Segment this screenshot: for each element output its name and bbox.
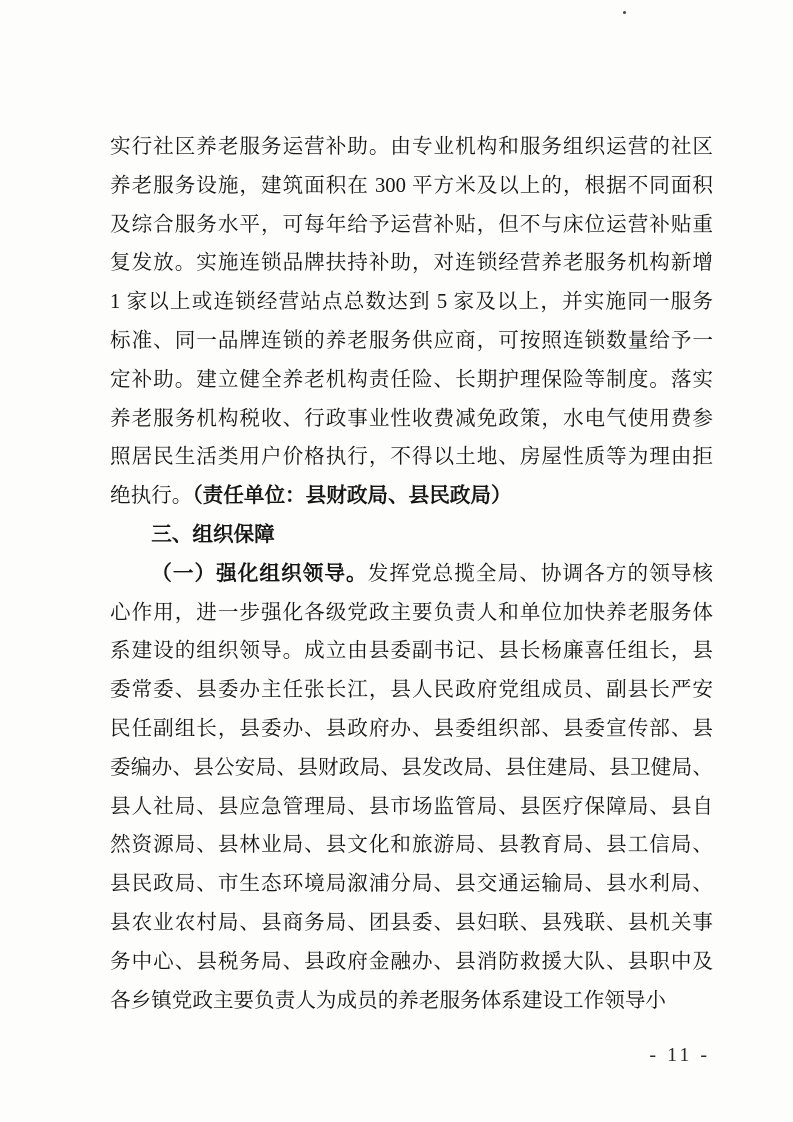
line-text: 民任副组长，县委办、县政府办、县委组织部、县委宣传部、县 (110, 717, 713, 740)
line-text-bold: 三、组织保障 (151, 523, 275, 546)
line-text: 系建设的组织领导。成立由县委副书记、县长杨廉喜任组长，县 (110, 640, 713, 663)
line-text: 各乡镇党政主要负责人为成员的养老服务体系建设工作领导小 (110, 989, 667, 1012)
text-line (110, 283, 713, 322)
line-text-bold: （责任单位：县财政局、县民政局） (192, 485, 512, 508)
line-text: 实行社区养老服务运营补助。由专业机构和服务组织运营的社区 (110, 136, 713, 158)
line-text: 委编办、县公安局、县财政局、县发改局、县住建局、县卫健局、 (110, 756, 713, 779)
section-heading (110, 516, 713, 555)
text-line (110, 128, 713, 167)
line-text: 然资源局、县林业局、县文化和旅游局、县教育局、县工信局、 (110, 834, 713, 857)
text-line (110, 438, 713, 477)
document-body (110, 128, 713, 1020)
line-text: 发挥党总揽全局、协调各方的领导核 (367, 562, 714, 585)
text-line-responsible-unit (110, 477, 713, 516)
line-text: 养老服务设施，建筑面积在 300 平方米及以上的，根据不同面积 (110, 174, 713, 197)
text-line (110, 710, 713, 749)
line-text: 标准、同一品牌连锁的养老服务供应商，可按照连锁数量给予一 (110, 329, 713, 352)
text-line (110, 322, 713, 361)
text-line (110, 982, 713, 1021)
text-line (110, 788, 713, 827)
line-text: 务中心、县税务局、县政府金融办、县消防救援大队、县职中及 (110, 950, 713, 973)
line-text: 心作用，进一步强化各级党政主要负责人和单位加快养老服务体 (110, 601, 713, 624)
text-line (110, 206, 713, 245)
page-number: - 11 - (649, 1044, 710, 1066)
text-line (110, 671, 713, 710)
line-text: 及综合服务水平，可每年给予运营补贴，但不与床位运营补贴重 (110, 213, 713, 236)
line-text: 县人社局、县应急管理局、县市场监管局、县医疗保障局、县自 (110, 795, 713, 818)
text-line (110, 632, 713, 671)
scan-speck (623, 11, 626, 14)
line-text: 定补助。建立健全养老机构责任险、长期护理保险等制度。落实 (110, 368, 713, 391)
line-text: 养老服务机构税收、行政事业性收费减免政策，水电气使用费参 (110, 407, 713, 430)
text-line (110, 904, 713, 943)
text-line (110, 594, 713, 633)
text-line (110, 865, 713, 904)
text-line (110, 244, 713, 283)
line-text: 复发放。实施连锁品牌扶持补助，对连锁经营养老服务机构新增 (110, 252, 713, 275)
line-text: 1 家以上或连锁经营站点总数达到 5 家及以上，并实施同一服务 (110, 291, 713, 314)
line-text: 委常委、县委办主任张长江，县人民政府党组成员、副县长严安 (110, 679, 713, 702)
text-line (110, 826, 713, 865)
line-text-bold: （一）强化组织领导。 (151, 562, 368, 585)
line-text: 县农业农村局、县商务局、团县委、县妇联、县残联、县机关事 (110, 911, 713, 934)
text-line (110, 749, 713, 788)
text-line (110, 943, 713, 982)
line-text: 绝执行。 (110, 485, 193, 508)
text-line (110, 167, 713, 206)
subsection-heading-line (110, 555, 713, 594)
text-line (110, 400, 713, 439)
line-text: 县民政局、市生态环境局溆浦分局、县交通运输局、县水利局、 (110, 873, 713, 896)
text-line (110, 361, 713, 400)
line-text: 照居民生活类用户价格执行，不得以土地、房屋性质等为理由拒 (110, 446, 713, 469)
